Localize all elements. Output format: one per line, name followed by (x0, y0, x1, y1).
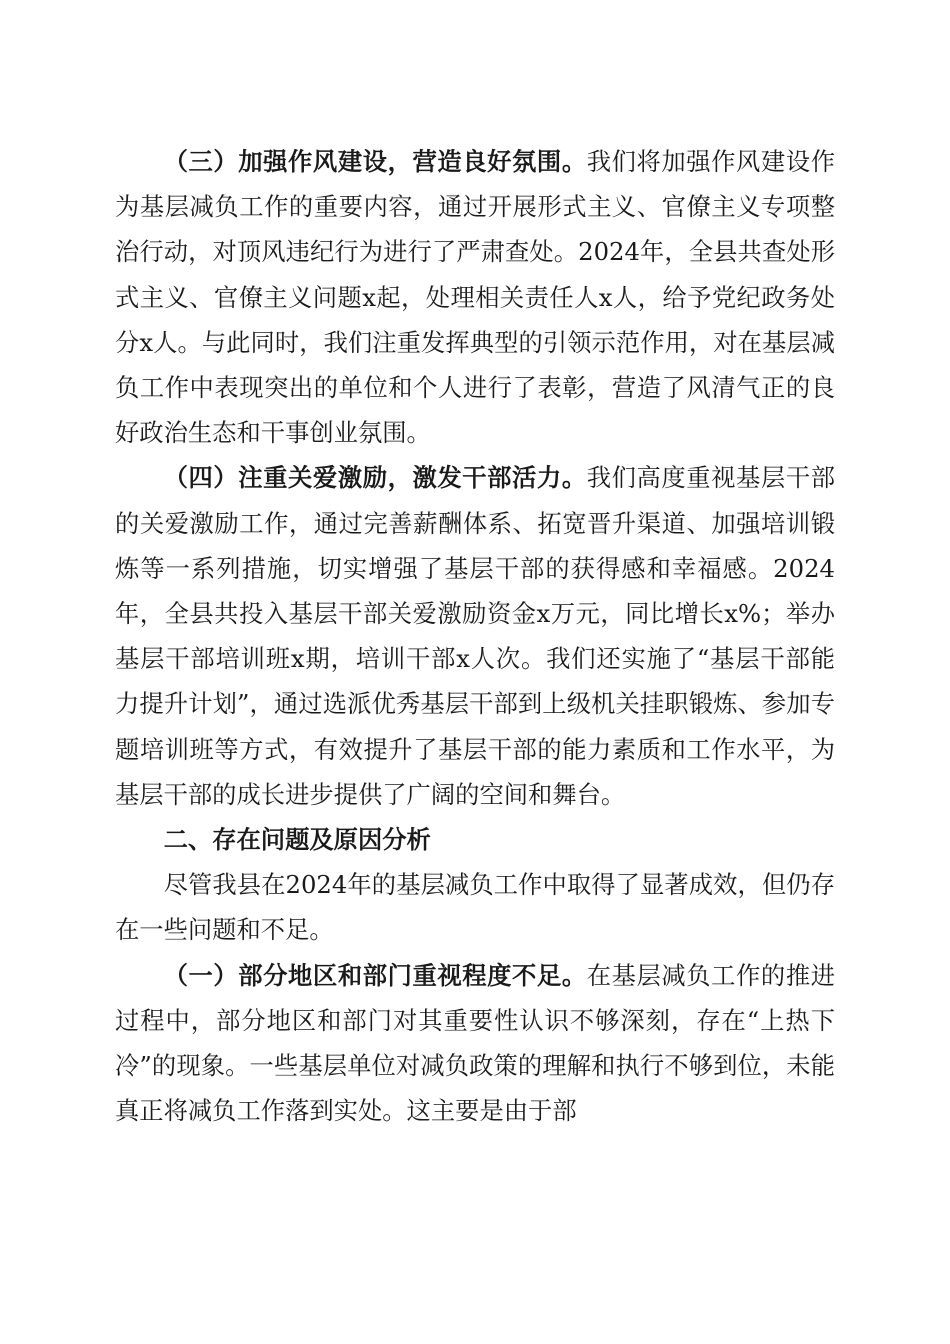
paragraph-insufficient-attention (115, 953, 835, 1134)
paragraph-heading: （一）部分地区和部门重视程度不足。 (163, 960, 587, 990)
paragraph-body: 在基层减负工作的推进过程中，部分地区和部门对其重要性认识不够深刻，存在“上热下冷”的现象。一些基层单位对减负政策的理解和执行不够到位，未能真正将减负工作落到实处。这主要是由于部 (115, 960, 835, 1126)
paragraph-body: 我们高度重视基层干部的关爱激励工作，通过完善薪酬体系、拓宽晋升渠道、加强培训锻炼等一系列措施，切实增强了基层干部的获得感和幸福感。2024年，全县共投入基层干部关爱激励资金x万元，同比增长x%；举办基层干部培训班x期，培训干部x人次。我们还实施了“基层干部能力提升计划”，通过选派优秀基层干部到上级机关挂职锻炼、参加专题培训班等方式，有效提升了基层干部的能力素质和工作水平，为基层干部的成长进步提供了广阔的空间和舞台。 (115, 463, 835, 809)
paragraph-care-incentive (115, 455, 835, 817)
document-page (115, 139, 835, 1133)
paragraph-body: 我们将加强作风建设作为基层减负工作的重要内容，通过开展形式主义、官僚主义专项整治行动，对顶风违纪行为进行了严肃查处。2024年，全县共查处形式主义、官僚主义问题x起，处理相关责任人x人，给予党纪政务处分x人。与此同时，我们注重发挥典型的引领示范作用，对在基层减负工作中表现突出的单位和个人进行了表彰，营造了风清气正的良好政治生态和干事创业氛围。 (115, 147, 835, 448)
section-title: 二、存在问题及原因分析 (163, 825, 431, 855)
paragraph-heading: （三）加强作风建设，营造良好氛围。 (163, 147, 587, 176)
paragraph-intro: 尽管我县在2024年的基层减负工作中取得了显著成效，但仍存在一些问题和不足。 (115, 870, 835, 945)
paragraph-work-style (115, 139, 835, 455)
paragraph-heading: （四）注重关爱激励，激发干部活力。 (163, 463, 587, 493)
